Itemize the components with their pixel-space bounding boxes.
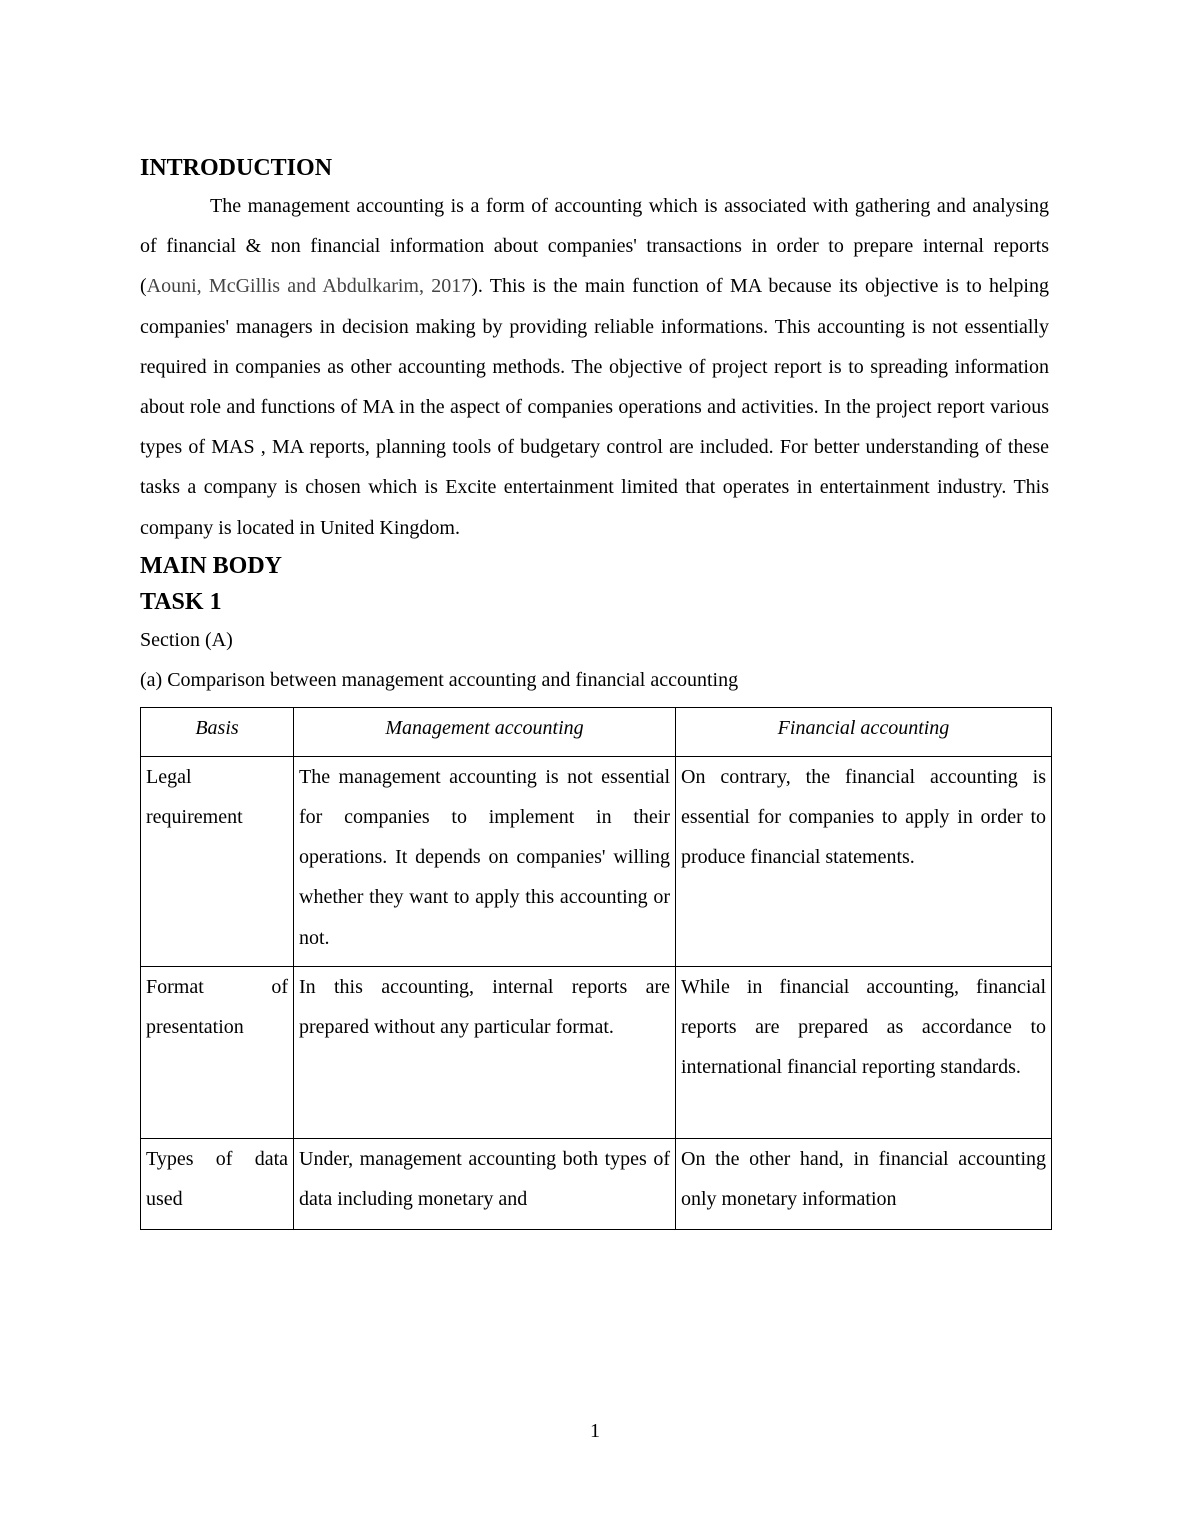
table-row: [141, 1138, 1052, 1229]
header-management-accounting: Management accounting: [294, 707, 676, 756]
document-page: [140, 150, 1049, 1230]
introduction-text-start: The management accounting is a form of accounting which is associated with gathering and analysing of financial & non financial information about companies' transactions in order to prepare internal reports (: [140, 195, 1049, 298]
cell-management: Under, management accounting both types of data including monetary and: [294, 1138, 676, 1229]
cell-basis: Legal requirement: [141, 756, 294, 966]
cell-management: In this accounting, internal reports are prepared without any particular format.: [294, 966, 676, 1138]
header-basis: Basis: [141, 707, 294, 756]
cell-basis: Types of data used: [141, 1138, 294, 1229]
task-heading: TASK 1: [140, 588, 222, 615]
table-subtitle: (a) Comparison between management accounting and financial accounting: [140, 668, 739, 691]
introduction-text-end: ). This is the main function of MA because its objective is to helping companies' managers in decision making by providing reliable informations. This accounting is not essentially required in companies as other accounting methods. The objective of project report is to spreading information about role and functions of MA in the aspect of companies operations and activities. In the project report various types of MAS , MA reports, planning tools of budgetary control are included. For better understanding of these tasks a company is chosen which is Excite entertainment limited that operates in entertainment industry. This company is located in United Kingdom.: [140, 275, 1049, 539]
table-row: [141, 966, 1052, 1138]
citation: Aouni, McGillis and Abdulkarim, 2017: [146, 275, 472, 298]
cell-financial: On the other hand, in financial accounting only monetary information: [676, 1138, 1052, 1229]
introduction-paragraph: [140, 186, 1049, 548]
section-label: Section (A): [140, 628, 233, 651]
page-number: 1: [590, 1420, 600, 1442]
comparison-table: [140, 707, 1052, 1230]
cell-financial: While in financial accounting, financial reports are prepared as accordance to international financial reporting standards.: [676, 966, 1052, 1138]
table-row: [141, 756, 1052, 966]
table-header-row: [141, 707, 1052, 756]
main-body-heading: MAIN BODY: [140, 552, 282, 579]
cell-financial: On contrary, the financial accounting is essential for companies to apply in order to produce financial statements.: [676, 756, 1052, 966]
introduction-heading: INTRODUCTION: [140, 155, 333, 181]
cell-management: The management accounting is not essential for companies to implement in their operations. It depends on companies' willing whether they want to apply this accounting or not.: [294, 756, 676, 966]
cell-basis: Format of presentation: [141, 966, 294, 1138]
header-financial-accounting: Financial accounting: [676, 707, 1052, 756]
